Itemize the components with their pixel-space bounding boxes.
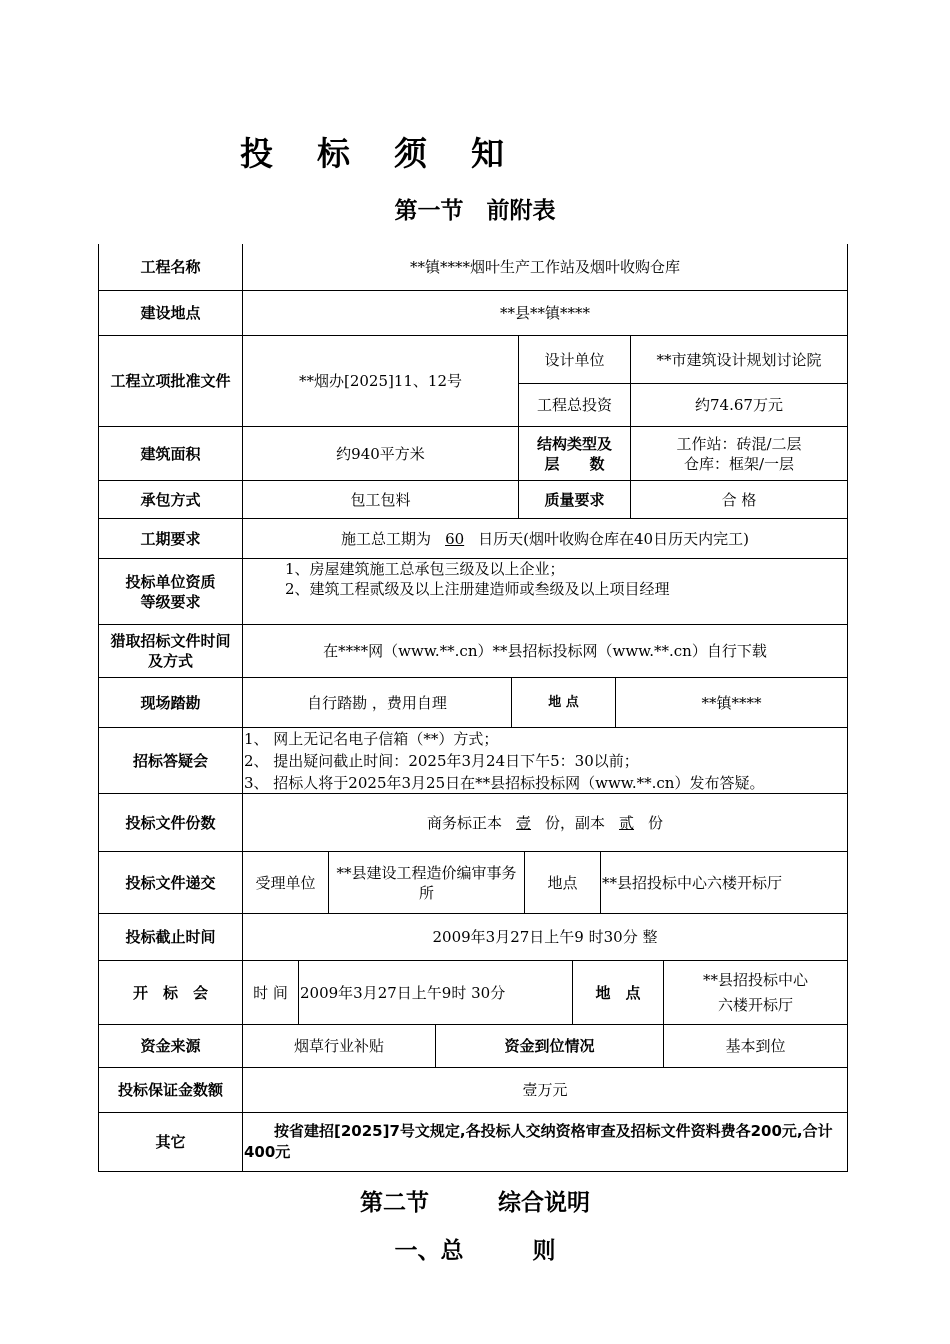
fund-status-label: 资金到位情况 [435, 1025, 663, 1067]
table-row [98, 519, 848, 559]
design-investment-group [518, 336, 847, 426]
investment: 约74.67万元 [695, 396, 783, 414]
table-row [98, 1025, 848, 1068]
row-label: 开 标 会 [132, 983, 208, 1002]
period: 施工总工期为 60 日历天(烟叶收购仓库在40日历天内完工) [242, 519, 847, 558]
row-label: 工程立项批准文件 [110, 372, 231, 390]
deadline: 2009年3月27日上午9 时30分 整 [242, 914, 847, 960]
table-row [98, 336, 848, 427]
row-label: 工程名称 [140, 258, 201, 276]
qa: 1、 网上无记名电子信箱（**）方式； 2、 提出疑问截止时间：2025年3月24日下午5：30以前； 3、 招标人将于2025年3月25日在**县招标投标网（www.**.cn）发布答疑。 [242, 728, 847, 793]
title-char: 标 [317, 134, 352, 173]
qualification: 1、房屋建筑施工总承包三级及以上企业； 2、建筑工程贰级及以上注册建造师或叁级及以上项目经理 [242, 559, 847, 624]
contract: 包工包料 [242, 481, 518, 518]
receiver: **县建设工程造价编审事务所 [328, 852, 524, 913]
title-char: 须 [394, 134, 429, 173]
doc-time: 在****网（www.**.cn）**县招标投标网（www.**.cn）自行下载 [242, 625, 847, 677]
project-name: **镇****烟叶生产工作站及烟叶收购仓库 [242, 244, 847, 290]
row-label: 投标单位资质 等级要求 [125, 572, 216, 611]
submit-loc-label: 地点 [524, 852, 600, 913]
survey: 自行踏勘 ，费用自理 [242, 678, 511, 727]
receiver-label: 受理单位 [242, 852, 328, 913]
table-row [98, 678, 848, 728]
other: 按省建招[2025]7号文规定,各投标人交纳资格审查及招标文件资料费各200元,合计400元 [242, 1113, 847, 1171]
opening-time: 2009年3月27日上午9时 30分 [298, 961, 572, 1024]
row-label: 投标截止时间 [125, 928, 216, 946]
row-label: 资金来源 [140, 1037, 201, 1055]
title-char: 知 [471, 134, 506, 173]
row-label: 建设地点 [140, 304, 201, 322]
row-label: 投标保证金数额 [117, 1081, 223, 1099]
survey-loc-label: 地 点 [511, 678, 615, 727]
row-label: 投标文件递交 [125, 873, 216, 892]
section-heading: 第一节 前附表 [394, 198, 556, 224]
design-unit: **市建筑设计规划讨论院 [656, 350, 822, 369]
quality-label: 质量要求 [518, 481, 630, 518]
subsection-heading: 一、总 则 [394, 1238, 556, 1264]
approval: **烟办[2025]11、12号 [242, 336, 518, 426]
page-title [240, 128, 548, 175]
opening-loc: **县招投标中心 六楼开标厅 [663, 961, 847, 1024]
row-label: 猎取招标文件时间 及方式 [110, 632, 231, 670]
section-heading: 第二节 综合说明 [360, 1190, 590, 1216]
row-label: 建筑面积 [140, 444, 201, 463]
row-label: 现场踏勘 [140, 693, 201, 712]
survey-loc: **镇**** [615, 678, 847, 727]
table-row [98, 244, 848, 291]
table-row [98, 1113, 848, 1172]
quality: 合 格 [630, 481, 847, 518]
bond: 壹万元 [242, 1068, 847, 1112]
table-row [98, 852, 848, 914]
table-row [98, 481, 848, 519]
site: **县**镇**** [242, 291, 847, 335]
fund-status: 基本到位 [663, 1025, 847, 1067]
fund: 烟草行业补贴 [242, 1025, 435, 1067]
structure: 工作站：砖混/二层 仓库：框架/一层 [630, 427, 847, 480]
row-label: 工期要求 [140, 529, 201, 548]
row-label: 其它 [155, 1133, 186, 1151]
table-row [98, 914, 848, 961]
table-row [98, 1068, 848, 1113]
design-unit-label: 设计单位 [519, 336, 631, 383]
table-row [98, 291, 848, 336]
table-row [98, 625, 848, 678]
opening-loc-label: 地 点 [572, 961, 663, 1024]
submit-loc: **县招投标中心六楼开标厅 [600, 852, 847, 913]
table-row [98, 794, 848, 852]
row-label: 承包方式 [140, 490, 201, 509]
row-label: 招标答疑会 [132, 751, 208, 770]
table-row [98, 559, 848, 625]
title-char: 投 [240, 134, 275, 173]
table-row [98, 728, 848, 794]
investment-label: 工程总投资 [519, 384, 631, 426]
row-label: 投标文件份数 [125, 813, 216, 832]
table-row [98, 961, 848, 1025]
table-row [98, 427, 848, 481]
copies: 商务标正本 壹 份，副本 贰 份 [242, 794, 847, 851]
structure-label: 结构类型及 层 数 [518, 427, 630, 480]
opening-time-label: 时 间 [242, 961, 298, 1024]
area: 约940平方米 [242, 427, 518, 480]
